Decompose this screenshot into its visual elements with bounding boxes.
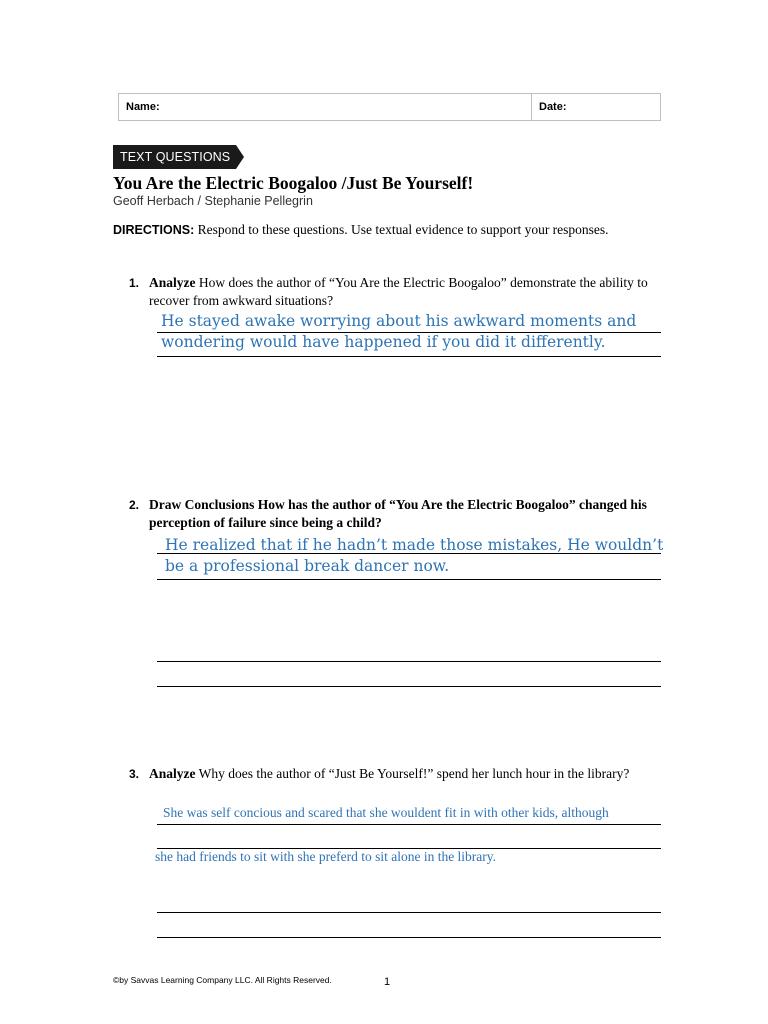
directions-label: DIRECTIONS: — [113, 223, 195, 237]
question-1-answer-line-2: wondering would have happened if you did it differently. — [161, 333, 606, 351]
question-2-rule-2[interactable] — [157, 579, 661, 580]
directions — [113, 221, 613, 239]
banner-label: TEXT QUESTIONS — [113, 145, 236, 169]
date-field[interactable] — [532, 94, 660, 120]
name-label: Name: — [126, 101, 160, 113]
question-1-text: How does the author of “You Are the Electric Boogaloo” demonstrate the ability to recover from awkward situations? — [149, 275, 648, 308]
page-number: 1 — [384, 976, 391, 988]
banner-arrow-icon — [236, 145, 244, 169]
directions-text: Respond to these questions. Use textual evidence to support your responses. — [194, 222, 609, 237]
question-2-answer-line-2: be a professional break dancer now. — [165, 557, 450, 575]
section-banner — [113, 145, 244, 169]
question-3-text: Why does the author of “Just Be Yourself!” spend her lunch hour in the library? — [195, 766, 630, 781]
question-2-answer-line-1: He realized that if he hadn’t made those mistakes, He wouldn’t — [165, 536, 664, 554]
name-date-header — [118, 93, 661, 121]
question-2-prompt — [149, 496, 654, 532]
question-3-number: 3. — [129, 767, 140, 781]
question-2-rule-4[interactable] — [157, 686, 661, 687]
question-3-keyword: Analyze — [149, 766, 196, 781]
question-1-answer-line-1: He stayed awake worrying about his awkward moments and — [161, 312, 637, 330]
copyright-footer: ©by Savvas Learning Company LLC. All Rights Reserved. — [113, 975, 332, 985]
question-1-prompt — [149, 274, 654, 310]
question-2-rule-1[interactable] — [157, 553, 661, 554]
question-3-rule-3[interactable] — [157, 912, 661, 913]
question-2-text: How has the author of “You Are the Electric Boogaloo” changed his perception of failure since being a child? — [149, 497, 647, 530]
question-3-answer-line-2: she had friends to sit with she preferd to sit alone in the library. — [155, 849, 497, 864]
question-1-keyword: Analyze — [149, 275, 196, 290]
question-3-answer-line-1: She was self concious and scared that she wouldent fit in with other kids, although — [163, 805, 609, 820]
question-3-rule-1[interactable] — [157, 824, 661, 825]
date-label: Date: — [539, 101, 567, 113]
question-3-prompt — [149, 765, 654, 783]
question-1-number: 1. — [129, 276, 140, 290]
page-title: You Are the Electric Boogaloo /Just Be Yourself! — [113, 173, 474, 193]
authors: Geoff Herbach / Stephanie Pellegrin — [113, 194, 313, 208]
question-2-rule-3[interactable] — [157, 661, 661, 662]
name-field[interactable] — [119, 94, 532, 120]
question-2-keyword: Draw Conclusions — [149, 497, 255, 512]
question-1-rule-2[interactable] — [157, 356, 661, 357]
question-3-rule-4[interactable] — [157, 937, 661, 938]
question-2-number: 2. — [129, 498, 140, 512]
